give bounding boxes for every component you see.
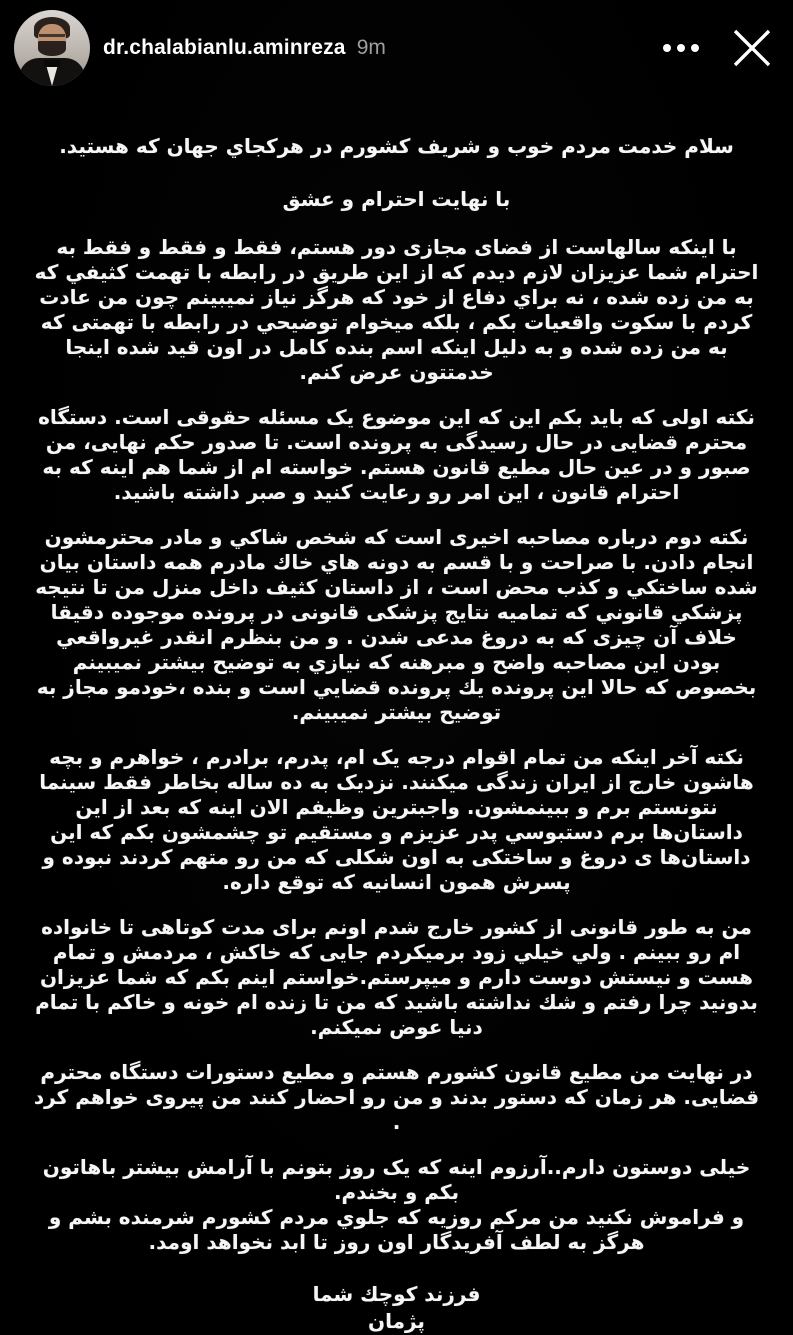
signature-line: فرزند کوچك شما xyxy=(312,1282,481,1306)
story-text-content xyxy=(0,134,793,1335)
greeting-line: سلام خدمت مردم خوب و شریف کشورم در هرکجاي جهان که هستید. xyxy=(59,134,734,158)
avatar-glasses-shape xyxy=(39,34,65,37)
first-point-paragraph: نکته اولی که باید بکم این که این موضوع یک مسئله حقوقی است. دستگاه محترم قضایی در حال رسیدگی به پرونده است. تا صدور حکم نهایی، من صبور و در عین حال مطیع قانون هستم. خواسته ام از شما هم اینه که به احترام قانون ، این امر رو رعایت کنید و صبر داشته باشید. xyxy=(38,405,755,504)
close-icon xyxy=(729,25,775,71)
header-actions xyxy=(663,25,779,71)
second-point-paragraph: نکته دوم درباره مصاحبه اخیری است که شخص شاکي و مادر محترمشون انجام دادن. با صراحت و با قسم به دونه هاي خاك مادرم همه داستان بیان شده ساختکي و کذب محض است ، از داستان کثیف داخل منزل من تا نتیجه پزشکي قانوني که تمامیه نتایج پزشکی قانونی در پرونده موجوده دقیقا خلاف آن چیزی که به دروغ مدعی شدن . و من بنظرم انقدر غیرواقعي بودن این مصاحبه واضح و مبرهنه که نیازي به توضیح بیشتر نمیبینم بخصوص که حالا این پرونده یك پرونده قضایي است و بنده ،خودمو مجاز به توضیح بیشتر نمیبینم. xyxy=(35,525,758,724)
story-timestamp: 9m xyxy=(356,36,386,59)
more-options-button[interactable] xyxy=(663,36,699,60)
signature xyxy=(30,1281,763,1335)
ellipsis-icon xyxy=(677,44,685,52)
username-label[interactable]: dr.chalabianlu.aminreza xyxy=(103,36,346,59)
story-header xyxy=(0,8,793,88)
ellipsis-icon xyxy=(691,44,699,52)
closing-paragraph: و فراموش نکنید من مرکم روزیه که جلوي مردم کشورم شرمنده بشم و هرگز به لطف آفریدگار اون روز تا ابد نخواهد اومد. xyxy=(48,1205,745,1254)
signature-name: پژمان xyxy=(368,1309,425,1333)
ellipsis-icon xyxy=(663,44,671,52)
leaving-country-paragraph: من به طور قانونی از کشور خارج شدم اونم برای مدت کوتاهی تا خانواده ام رو ببینم . ولي خیلي زود برمیکردم جایی که خاکش ، مردمش و تمام هست و نیستش دوست دارم و میپرستم.خواستم اینم بکم که شما عزیزان بدونید چرا رفتم و شك نداشته باشید که من تا زنده ام خونه و خاکم با تمام دنیا عوض نمیکنم. xyxy=(35,915,758,1039)
avatar[interactable] xyxy=(14,10,90,86)
close-button[interactable] xyxy=(729,25,775,71)
last-point-paragraph: نکته آخر اینکه من تمام اقوام درجه یک ام، پدرم، برادرم ، خواهرم و بچه هاشون خارج از ایران زندگی میکنند. نزدیک به ده ساله بخاطر فقط سینما نتونستم برم و ببینمشون. واجبترین وظیفم الان اینه که بعد از این داستان‌ها برم دستبوسي پدر عزیزم و مستقیم تو چشمشون بکم که این داستان‌ها ی دروغ و ساختکی به اون شکلی که من رو متهم کردند نبوده و پسرش همون انسانیه که توقع داره. xyxy=(39,745,754,894)
respect-line: با نهایت احترام و عشق xyxy=(282,187,511,211)
avatar-beard-shape xyxy=(38,41,66,56)
wish-paragraph: خیلی دوستون دارم..آرزوم اینه که یک روز بتونم با آرامش بیشتر باهاتون بکم و بخندم. xyxy=(42,1155,751,1204)
avatar-bowtie-shape xyxy=(44,60,61,67)
law-obedience-paragraph: در نهایت من مطیع قانون کشورم هستم و مطیع دستورات دستگاه محترم قضایی. هر زمان که دستور بدند و من رو احضار کنند من پیروی خواهم کرد . xyxy=(33,1060,760,1134)
intro-paragraph: با اینکه سالهاست از فضای مجازی دور هستم، فقط و فقط و فقط به احترام شما عزیزان لازم دیدم که از این طریق در رابطه با تهمت کثیفي که به من زده شده ، نه براي دفاع از خود که هرگز نیاز نمیبینم چون من عادت کردم با سکوت واقعیات بکم ، بلکه میخوام توضیحي در رابطه با تهمتی که به من زده شده و به دلیل اینکه اسم بنده کامل در اون قید شده اینجا خدمتتون عرض کنم. xyxy=(34,235,759,384)
